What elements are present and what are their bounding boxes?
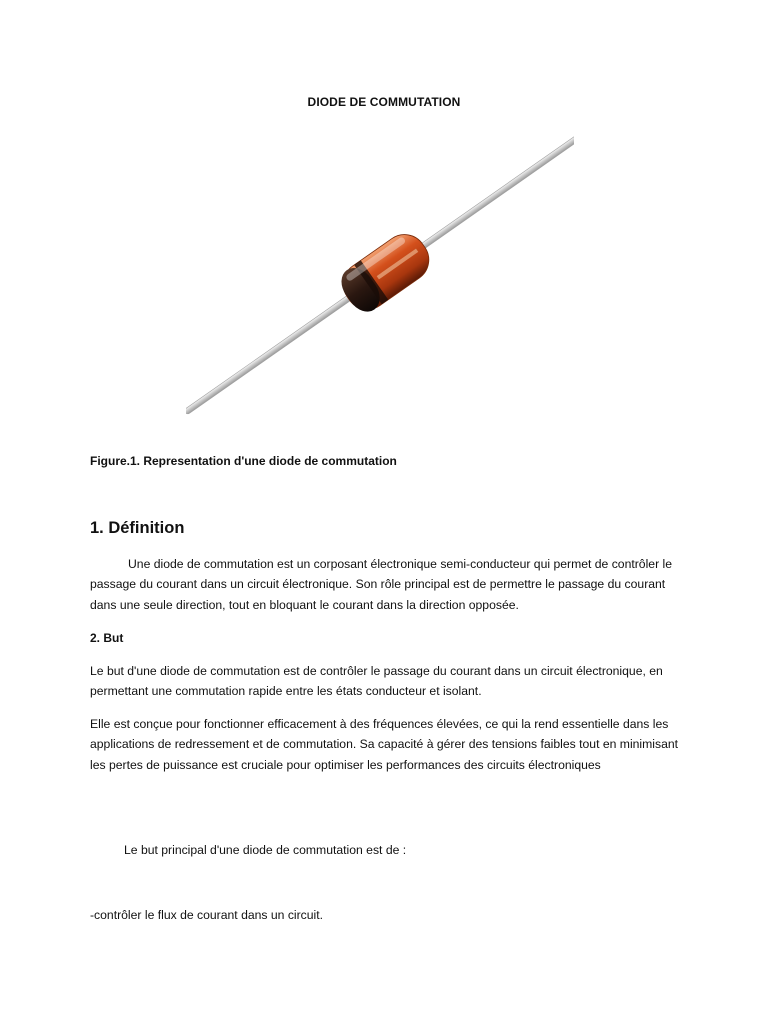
figure-caption: Figure.1. Representation d'une diode de commutation [90,454,397,468]
but-intro: Le but principal d'une diode de commutation est de : [124,843,407,857]
but-paragraph-2: Elle est conçue pour fonctionner efficacement à des fréquences élevées, ce qui la rend essentielle dans les applications de redressement et de commutation. Sa capacité à gérer des tensions faibles tout en minimisant les pertes de puissance est cruciale pour optimiser les performances des circuits électroniques [90,717,679,772]
definition-paragraph: Une diode de commutation est un corposant électronique semi-conducteur qui permet de contrôler le passage du courant dans un circuit électronique. Son rôle principal est de permettre le passage du courant dans une seule direction, tout en bloquant le courant dans la direction opposée. [90,557,673,612]
but-paragraph-1: Le but d'une diode de commutation est de contrôler le passage du courant dans un circuit électronique, en permettant une commutation rapide entre les états conducteur et isolant. [90,664,663,699]
bullet-item: -contrôler le flux de courant dans un circuit. [90,908,324,922]
page-title: DIODE DE COMMUTATION [307,95,461,109]
section-heading-definition: 1. Définition [90,519,185,537]
diode-photo-icon [186,124,574,424]
section-heading-but: 2. But [90,631,124,645]
